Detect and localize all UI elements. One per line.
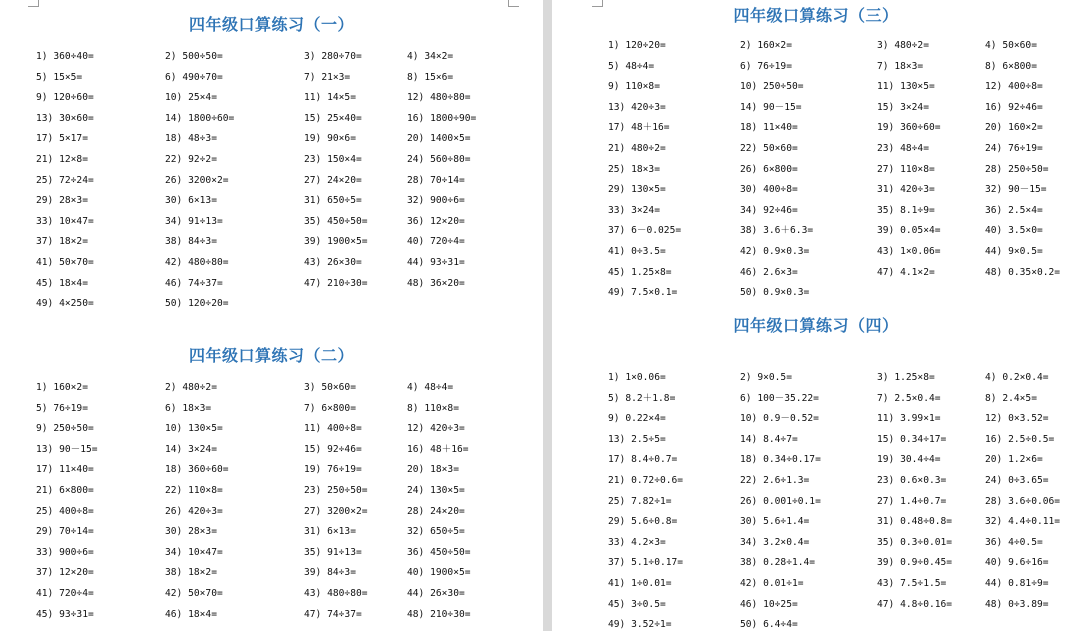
exercise-item: 31) 0.48÷0.8=: [877, 516, 953, 528]
exercise-item: 32) 900÷6=: [407, 195, 465, 207]
exercise-item: 34) 10×47=: [165, 546, 223, 558]
exercise-item: 12) 480÷80=: [407, 92, 471, 104]
exercise-item: 32) 90－15=: [985, 184, 1047, 196]
exercise-item: 14) 90－15=: [740, 101, 802, 113]
exercise-item: 10) 25×4=: [165, 92, 217, 104]
exercise-item: 43) 480÷80=: [304, 587, 368, 599]
exercise-item: 6) 18×3=: [165, 402, 212, 414]
exercise-item: 34) 92÷46=: [740, 204, 798, 216]
exercise-item: 38) 3.6＋6.3=: [740, 225, 814, 237]
exercise-item: 37) 5.1÷0.17=: [608, 557, 684, 569]
exercise-item: 17) 5×17=: [36, 133, 88, 145]
exercise-item: 33) 900÷6=: [36, 546, 94, 558]
exercise-item: 26) 420÷3=: [165, 505, 223, 517]
exercise-item: 27) 3200×2=: [304, 505, 368, 517]
exercise-item: 25) 7.82÷1=: [608, 495, 672, 507]
section-title-4: 四年级口算练习（四）: [733, 316, 899, 335]
exercise-item: 35) 0.3÷0.01=: [877, 536, 953, 548]
exercise-item: 15) 92÷46=: [304, 443, 362, 455]
exercise-item: 5) 76÷19=: [36, 402, 88, 414]
exercise-item: 16) 48＋16=: [407, 443, 469, 455]
exercise-item: 31) 650÷5=: [304, 195, 362, 207]
exercise-item: 41) 0÷3.5=: [608, 245, 666, 257]
section-title-1: 四年级口算练习（一）: [188, 15, 354, 34]
exercise-item: 14) 3×24=: [165, 443, 217, 455]
exercise-item: 44) 9×0.5=: [985, 245, 1043, 257]
exercise-item: 17) 11×40=: [36, 464, 94, 476]
exercise-item: 38) 84÷3=: [165, 236, 217, 248]
exercise-item: 49) 4×250=: [36, 298, 94, 310]
exercise-item: 42) 50×70=: [165, 587, 223, 599]
exercise-item: 19) 90×6=: [304, 133, 356, 145]
exercise-item: 40) 1900×5=: [407, 567, 471, 579]
exercise-item: 50) 0.9×0.3=: [740, 287, 810, 299]
exercise-item: 22) 110×8=: [165, 484, 223, 496]
page-corner-mark: [28, 0, 39, 7]
exercise-item: 10) 0.9－0.52=: [740, 413, 819, 425]
exercise-item: 10) 130×5=: [165, 423, 223, 435]
exercise-item: 1) 160×2=: [36, 382, 88, 393]
exercise-item: 1) 120÷20=: [608, 40, 666, 51]
exercise-item: 46) 10÷25=: [740, 598, 798, 610]
exercise-item: 11) 14×5=: [304, 92, 356, 104]
exercise-item: 30) 6×13=: [165, 195, 217, 207]
exercise-item: 32) 650÷5=: [407, 526, 465, 538]
exercise-item: 12) 420÷3=: [407, 423, 465, 435]
exercise-item: 28) 70÷14=: [407, 174, 465, 186]
exercise-item: 28) 24×20=: [407, 505, 465, 517]
exercise-item: 8) 15×6=: [407, 71, 454, 83]
exercise-item: 4) 50×60=: [985, 40, 1037, 51]
exercise-item: 13) 30×60=: [36, 112, 94, 124]
exercise-item: 8) 110×8=: [407, 402, 459, 414]
exercise-item: 23) 48÷4=: [877, 142, 929, 154]
exercise-item: 4) 34×2=: [407, 51, 454, 62]
exercise-item: 8) 2.4×5=: [985, 392, 1037, 404]
exercise-item: 21) 480÷2=: [608, 142, 666, 154]
exercise-item: 40) 9.6÷16=: [985, 557, 1049, 569]
exercise-item: 46) 74÷37=: [165, 277, 223, 289]
exercise-item: 34) 91÷13=: [165, 215, 223, 227]
exercise-item: 6) 490÷70=: [165, 71, 223, 83]
exercise-item: 5) 15×5=: [36, 71, 83, 83]
exercise-item: 42) 480÷80=: [165, 256, 229, 268]
exercise-item: 13) 2.5÷5=: [608, 433, 666, 445]
exercise-item: 38) 18×2=: [165, 567, 217, 579]
exercise-item: 45) 93÷31=: [36, 608, 94, 620]
exercise-item: 49) 7.5×0.1=: [608, 287, 678, 299]
exercise-item: 45) 3÷0.5=: [608, 598, 666, 610]
exercise-item: 40) 3.5×0=: [985, 225, 1043, 237]
exercise-item: 40) 720÷4=: [407, 236, 465, 248]
exercise-item: 38) 0.28÷1.4=: [740, 557, 816, 569]
exercise-item: 35) 91÷13=: [304, 546, 362, 558]
exercise-item: 44) 93÷31=: [407, 256, 465, 268]
exercise-item: 12) 0×3.52=: [985, 413, 1049, 425]
exercise-item: 20) 1.2×6=: [985, 454, 1043, 466]
exercise-item: 1) 360÷40=: [36, 51, 94, 62]
exercise-item: 21) 6×800=: [36, 484, 94, 496]
exercise-item: 24) 0÷3.65=: [985, 474, 1049, 486]
exercise-item: 19) 76÷19=: [304, 464, 362, 476]
exercise-item: 19) 30.4÷4=: [877, 454, 941, 466]
exercise-item: 7) 2.5×0.4=: [877, 392, 941, 404]
exercise-item: 50) 6.4÷4=: [740, 619, 798, 631]
exercise-item: 36) 2.5×4=: [985, 204, 1043, 216]
exercise-item: 18) 0.34÷0.17=: [740, 454, 821, 466]
exercise-item: 28) 250÷50=: [985, 163, 1049, 175]
exercise-item: 33) 4.2×3=: [608, 536, 666, 548]
exercise-item: 27) 24×20=: [304, 174, 362, 186]
exercise-item: 36) 4÷0.5=: [985, 536, 1043, 548]
exercise-item: 24) 560÷80=: [407, 153, 471, 165]
exercise-item: 4) 48÷4=: [407, 382, 454, 393]
exercise-item: 48) 36×20=: [407, 277, 465, 289]
exercise-item: 18) 360÷60=: [165, 464, 229, 476]
section-title-3: 四年级口算练习（三）: [733, 6, 899, 25]
exercise-item: 43) 1×0.06=: [877, 245, 941, 257]
exercise-item: 33) 3×24=: [608, 204, 660, 216]
exercise-item: 2) 480÷2=: [165, 382, 217, 393]
exercise-item: 47) 4.1×2=: [877, 266, 935, 278]
exercise-item: 47) 210÷30=: [304, 277, 368, 289]
exercise-item: 26) 0.001÷0.1=: [740, 495, 821, 507]
exercise-item: 45) 18×4=: [36, 277, 88, 289]
exercise-item: 44) 26×30=: [407, 587, 465, 599]
exercise-item: 23) 150×4=: [304, 153, 362, 165]
exercise-item: 48) 0.35×0.2=: [985, 266, 1061, 278]
exercise-item: 47) 74÷37=: [304, 608, 362, 620]
exercise-item: 22) 2.6÷1.3=: [740, 474, 810, 486]
exercise-item: 21) 0.72÷0.6=: [608, 474, 684, 486]
page-right: [552, 0, 1080, 631]
exercise-item: 25) 400÷8=: [36, 505, 94, 517]
exercise-item: 24) 76÷19=: [985, 142, 1043, 154]
exercise-item: 9) 110×8=: [608, 81, 660, 93]
exercise-item: 47) 4.8÷0.16=: [877, 598, 953, 610]
exercise-item: 3) 280÷70=: [304, 51, 362, 62]
exercise-item: 8) 6×800=: [985, 60, 1037, 72]
exercise-item: 42) 0.9×0.3=: [740, 245, 810, 257]
page-corner-mark: [508, 0, 519, 7]
exercise-item: 6) 100－35.22=: [740, 392, 819, 404]
exercise-item: 14) 8.4÷7=: [740, 433, 798, 445]
exercise-item: 37) 6－0.025=: [608, 225, 682, 237]
exercise-item: 2) 500÷50=: [165, 51, 223, 62]
exercise-item: 41) 1÷0.01=: [608, 577, 672, 589]
exercise-item: 22) 92÷2=: [165, 153, 217, 165]
exercise-item: 45) 1.25×8=: [608, 266, 672, 278]
exercise-item: 7) 21×3=: [304, 71, 351, 83]
exercise-item: 18) 11×40=: [740, 122, 798, 134]
exercise-item: 30) 5.6÷1.4=: [740, 516, 810, 528]
exercise-item: 13) 420÷3=: [608, 101, 666, 113]
exercise-item: 9) 0.22×4=: [608, 413, 666, 425]
exercise-item: 16) 1800÷90=: [407, 112, 477, 124]
exercise-item: 9) 120÷60=: [36, 92, 94, 104]
exercise-item: 15) 0.34÷17=: [877, 433, 947, 445]
exercise-item: 3) 1.25×8=: [877, 372, 935, 383]
exercise-item: 43) 7.5÷1.5=: [877, 577, 947, 589]
exercise-item: 48) 0÷3.89=: [985, 598, 1049, 610]
exercise-item: 32) 4.4÷0.11=: [985, 516, 1061, 528]
exercise-item: 15) 3×24=: [877, 101, 929, 113]
exercise-item: 43) 26×30=: [304, 256, 362, 268]
exercise-item: 41) 50×70=: [36, 256, 94, 268]
exercise-item: 29) 70÷14=: [36, 526, 94, 538]
exercise-item: 3) 480÷2=: [877, 40, 929, 51]
exercise-item: 1) 1×0.06=: [608, 372, 666, 383]
exercise-item: 48) 210÷30=: [407, 608, 471, 620]
exercise-item: 24) 130×5=: [407, 484, 465, 496]
exercise-item: 39) 84÷3=: [304, 567, 356, 579]
exercise-item: 28) 3.6÷0.06=: [985, 495, 1061, 507]
exercise-item: 31) 6×13=: [304, 526, 356, 538]
section-title-2: 四年级口算练习（二）: [188, 346, 354, 365]
exercise-item: 11) 130×5=: [877, 81, 935, 93]
exercise-item: 42) 0.01÷1=: [740, 577, 804, 589]
exercise-item: 36) 12×20=: [407, 215, 465, 227]
exercise-item: 10) 250÷50=: [740, 81, 804, 93]
exercise-item: 27) 110×8=: [877, 163, 935, 175]
exercise-item: 30) 28×3=: [165, 526, 217, 538]
page-gutter: [543, 0, 552, 631]
exercise-item: 11) 400÷8=: [304, 423, 362, 435]
exercise-item: 5) 48÷4=: [608, 60, 655, 72]
exercise-item: 44) 0.81÷9=: [985, 577, 1049, 589]
exercise-item: 23) 250÷50=: [304, 484, 368, 496]
exercise-item: 25) 72÷24=: [36, 174, 94, 186]
exercise-grid-2: [36, 378, 527, 625]
exercise-item: 21) 12×8=: [36, 153, 88, 165]
exercise-item: 20) 18×3=: [407, 464, 459, 476]
exercise-item: 29) 5.6÷0.8=: [608, 516, 678, 528]
exercise-item: 46) 18×4=: [165, 608, 217, 620]
exercise-item: 33) 10×47=: [36, 215, 94, 227]
exercise-item: 39) 1900×5=: [304, 236, 368, 248]
exercise-item: 17) 8.4÷0.7=: [608, 454, 678, 466]
exercise-item: 29) 130×5=: [608, 184, 666, 196]
exercise-grid-3: [608, 36, 1080, 304]
exercise-item: 9) 250÷50=: [36, 423, 94, 435]
exercise-item: 5) 8.2＋1.8=: [608, 392, 676, 404]
exercise-item: 34) 3.2×0.4=: [740, 536, 810, 548]
exercise-item: 31) 420÷3=: [877, 184, 935, 196]
exercise-item: 46) 2.6×3=: [740, 266, 798, 278]
exercise-item: 29) 28×3=: [36, 195, 88, 207]
exercise-grid-4: [608, 368, 1080, 631]
exercise-grid-1: [36, 47, 527, 315]
exercise-item: 16) 2.5÷0.5=: [985, 433, 1055, 445]
exercise-item: 2) 9×0.5=: [740, 372, 792, 383]
exercise-item: 35) 450÷50=: [304, 215, 368, 227]
exercise-item: 25) 18×3=: [608, 163, 660, 175]
exercise-item: 26) 6×800=: [740, 163, 798, 175]
exercise-item: 12) 400÷8=: [985, 81, 1043, 93]
exercise-item: 41) 720÷4=: [36, 587, 94, 599]
exercise-item: 26) 3200×2=: [165, 174, 229, 186]
exercise-item: 23) 0.6×0.3=: [877, 474, 947, 486]
exercise-item: 36) 450÷50=: [407, 546, 471, 558]
exercise-item: 37) 18×2=: [36, 236, 88, 248]
exercise-item: 7) 6×800=: [304, 402, 356, 414]
exercise-item: 50) 120÷20=: [165, 298, 229, 310]
exercise-item: 13) 90－15=: [36, 443, 98, 455]
exercise-item: 18) 48÷3=: [165, 133, 217, 145]
exercise-item: 4) 0.2×0.4=: [985, 372, 1049, 383]
exercise-item: 16) 92÷46=: [985, 101, 1043, 113]
exercise-item: 15) 25×40=: [304, 112, 362, 124]
exercise-item: 7) 18×3=: [877, 60, 924, 72]
exercise-item: 2) 160×2=: [740, 40, 792, 51]
exercise-item: 11) 3.99×1=: [877, 413, 941, 425]
exercise-item: 6) 76÷19=: [740, 60, 792, 72]
exercise-item: 39) 0.05×4=: [877, 225, 941, 237]
exercise-item: 17) 48＋16=: [608, 122, 670, 134]
exercise-item: 20) 1400×5=: [407, 133, 471, 145]
exercise-item: 20) 160×2=: [985, 122, 1043, 134]
exercise-item: 39) 0.9÷0.45=: [877, 557, 953, 569]
exercise-item: 49) 3.52÷1=: [608, 619, 672, 631]
exercise-item: 35) 8.1÷9=: [877, 204, 935, 216]
exercise-item: 37) 12×20=: [36, 567, 94, 579]
exercise-item: 22) 50×60=: [740, 142, 798, 154]
exercise-item: 30) 400÷8=: [740, 184, 798, 196]
exercise-item: 3) 50×60=: [304, 382, 356, 393]
exercise-item: 27) 1.4÷0.7=: [877, 495, 947, 507]
exercise-item: 19) 360÷60=: [877, 122, 941, 134]
exercise-item: 14) 1800÷60=: [165, 112, 235, 124]
